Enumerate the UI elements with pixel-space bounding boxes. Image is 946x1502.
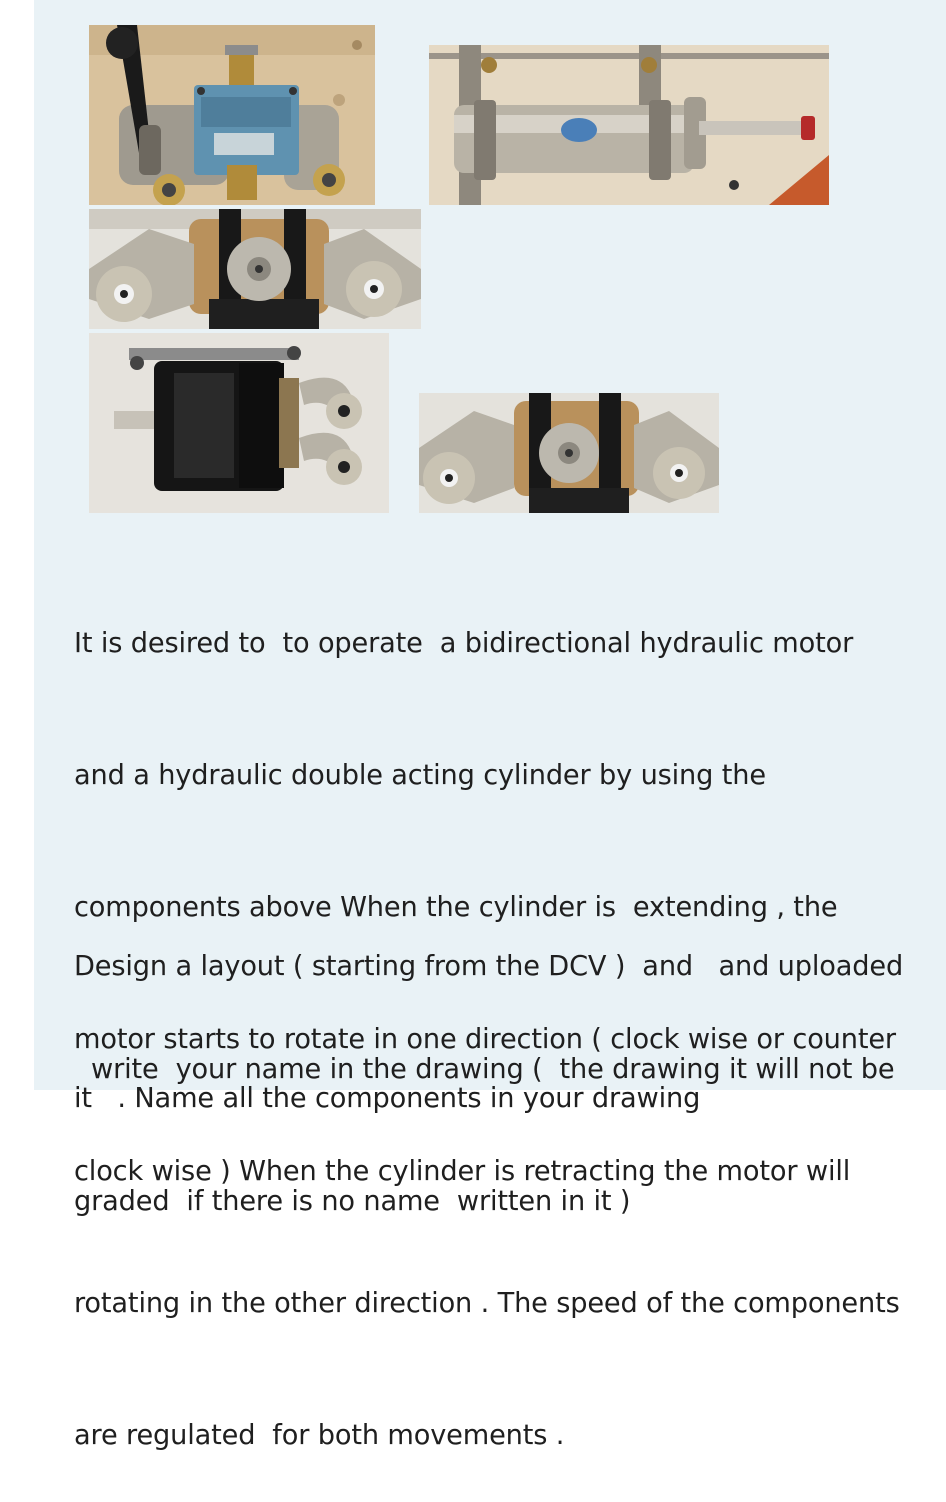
hydraulic-cylinder-icon	[429, 45, 829, 205]
flow-control-valve-photo-2	[419, 393, 719, 513]
text-line: motor starts to rotate in one direction ( clock wise or counter	[74, 1024, 896, 1055]
flow-control-valve-icon	[419, 393, 719, 513]
text-line: Design a layout ( starting from the DCV ) and and uploaded	[74, 951, 904, 982]
flow-control-valve-icon	[89, 209, 421, 329]
directional-control-valve-photo	[89, 25, 375, 205]
text-line: and a hydraulic double acting cylinder by using the	[74, 760, 766, 791]
name-requirement-paragraph	[74, 960, 920, 1268]
text-line: components above When the cylinder is extending , the	[74, 892, 838, 923]
text-line: graded if there is no name written in it )	[74, 1186, 631, 1217]
text-line: It is desired to to operate a bidirectional hydraulic motor	[74, 628, 854, 659]
hydraulic-motor-icon	[89, 333, 389, 513]
hydraulic-motor-photo	[89, 333, 389, 513]
text-line: are regulated for both movements .	[74, 1420, 565, 1451]
text-line: it . Name all the components in your drawing	[74, 1083, 701, 1114]
text-line: rotating in the other direction . The speed of the components	[74, 1288, 900, 1319]
hydraulic-valve-icon	[89, 25, 375, 205]
double-acting-cylinder-photo	[429, 45, 829, 205]
text-line: clock wise ) When the cylinder is retracting the motor will	[74, 1156, 851, 1187]
text-line: write your name in the drawing ( the drawing it will not be	[74, 1054, 895, 1085]
flow-control-valve-photo-1	[89, 209, 421, 329]
